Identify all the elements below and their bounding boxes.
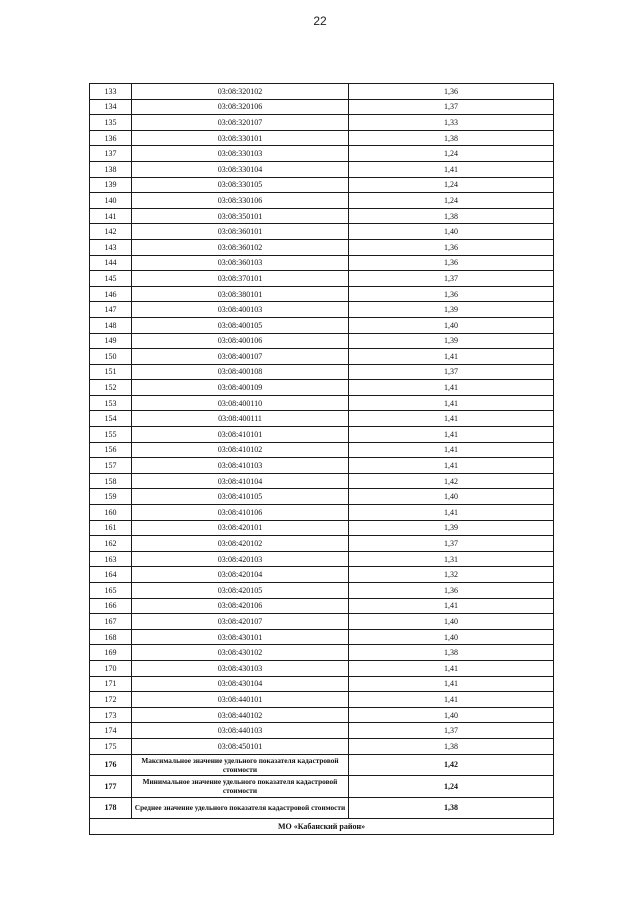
row-number: 151 <box>90 364 132 380</box>
row-number: 171 <box>90 676 132 692</box>
table-row <box>90 302 554 318</box>
row-number: 137 <box>90 146 132 162</box>
cadastral-quarter-code: 03:08:450101 <box>132 738 349 754</box>
specific-value: 1,41 <box>349 676 554 692</box>
table-row <box>90 99 554 115</box>
specific-value: 1,39 <box>349 520 554 536</box>
region-label: МО «Кабанский район» <box>90 819 554 835</box>
summary-label: Среднее значение удельного показателя кадастровой стоимости <box>132 797 349 819</box>
cadastral-quarter-code: 03:08:440101 <box>132 692 349 708</box>
cadastral-quarter-code: 03:08:400108 <box>132 364 349 380</box>
row-number: 156 <box>90 442 132 458</box>
cadastral-quarter-code: 03:08:440103 <box>132 723 349 739</box>
row-number: 149 <box>90 333 132 349</box>
table-row <box>90 489 554 505</box>
table-row <box>90 349 554 365</box>
table-row <box>90 427 554 443</box>
cadastral-quarter-code: 03:08:330106 <box>132 193 349 209</box>
row-number: 166 <box>90 598 132 614</box>
cadastral-quarter-code: 03:08:320102 <box>132 84 349 100</box>
specific-value: 1,36 <box>349 583 554 599</box>
cadastral-quarter-code: 03:08:420107 <box>132 614 349 630</box>
row-number: 140 <box>90 193 132 209</box>
cadastral-quarter-code: 03:08:320106 <box>132 99 349 115</box>
table-row <box>90 208 554 224</box>
cadastral-quarter-code: 03:08:410102 <box>132 442 349 458</box>
row-number: 133 <box>90 84 132 100</box>
cadastral-quarter-code: 03:08:320107 <box>132 115 349 131</box>
specific-value: 1,37 <box>349 271 554 287</box>
table-row <box>90 224 554 240</box>
specific-value: 1,41 <box>349 411 554 427</box>
row-number: 148 <box>90 317 132 333</box>
table-row <box>90 333 554 349</box>
cadastral-quarter-code: 03:08:440102 <box>132 707 349 723</box>
cadastral-quarter-code: 03:08:410103 <box>132 458 349 474</box>
table-row <box>90 598 554 614</box>
cadastral-quarter-code: 03:08:360103 <box>132 255 349 271</box>
cadastral-quarter-code: 03:08:400111 <box>132 411 349 427</box>
specific-value: 1,39 <box>349 302 554 318</box>
cadastral-quarter-code: 03:08:430101 <box>132 629 349 645</box>
specific-value: 1,42 <box>349 473 554 489</box>
cadastral-value-table <box>89 83 554 835</box>
row-number: 174 <box>90 723 132 739</box>
cadastral-quarter-code: 03:08:400105 <box>132 317 349 333</box>
cadastral-quarter-code: 03:08:410105 <box>132 489 349 505</box>
row-number: 160 <box>90 505 132 521</box>
row-number: 162 <box>90 536 132 552</box>
specific-value: 1,40 <box>349 489 554 505</box>
row-number: 169 <box>90 645 132 661</box>
row-number: 142 <box>90 224 132 240</box>
summary-value: 1,42 <box>349 754 554 776</box>
table-row <box>90 177 554 193</box>
specific-value: 1,40 <box>349 614 554 630</box>
table-row <box>90 629 554 645</box>
table-row <box>90 271 554 287</box>
specific-value: 1,37 <box>349 364 554 380</box>
row-number: 141 <box>90 208 132 224</box>
specific-value: 1,36 <box>349 286 554 302</box>
row-number: 178 <box>90 797 132 819</box>
specific-value: 1,36 <box>349 255 554 271</box>
row-number: 154 <box>90 411 132 427</box>
row-number: 152 <box>90 380 132 396</box>
row-number: 176 <box>90 754 132 776</box>
table-row <box>90 411 554 427</box>
cadastral-quarter-code: 03:08:430103 <box>132 660 349 676</box>
row-number: 143 <box>90 239 132 255</box>
row-number: 173 <box>90 707 132 723</box>
table-row <box>90 286 554 302</box>
row-number: 157 <box>90 458 132 474</box>
summary-row <box>90 754 554 776</box>
specific-value: 1,33 <box>349 115 554 131</box>
specific-value: 1,40 <box>349 224 554 240</box>
row-number: 135 <box>90 115 132 131</box>
row-number: 144 <box>90 255 132 271</box>
cadastral-quarter-code: 03:08:420102 <box>132 536 349 552</box>
table-row <box>90 84 554 100</box>
row-number: 172 <box>90 692 132 708</box>
table-row <box>90 255 554 271</box>
summary-value: 1,24 <box>349 776 554 798</box>
specific-value: 1,40 <box>349 707 554 723</box>
cadastral-quarter-code: 03:08:420104 <box>132 567 349 583</box>
specific-value: 1,41 <box>349 380 554 396</box>
cadastral-quarter-code: 03:08:350101 <box>132 208 349 224</box>
row-number: 163 <box>90 551 132 567</box>
table-row <box>90 707 554 723</box>
table-row <box>90 473 554 489</box>
cadastral-quarter-code: 03:08:430102 <box>132 645 349 661</box>
table-row <box>90 146 554 162</box>
summary-row <box>90 776 554 798</box>
specific-value: 1,37 <box>349 99 554 115</box>
row-number: 177 <box>90 776 132 798</box>
region-header-row <box>90 819 554 835</box>
cadastral-quarter-code: 03:08:410101 <box>132 427 349 443</box>
cadastral-quarter-code: 03:08:420103 <box>132 551 349 567</box>
cadastral-quarter-code: 03:08:410104 <box>132 473 349 489</box>
cadastral-quarter-code: 03:08:360101 <box>132 224 349 240</box>
cadastral-quarter-code: 03:08:430104 <box>132 676 349 692</box>
cadastral-quarter-code: 03:08:330101 <box>132 130 349 146</box>
specific-value: 1,32 <box>349 567 554 583</box>
specific-value: 1,40 <box>349 629 554 645</box>
cadastral-quarter-code: 03:08:360102 <box>132 239 349 255</box>
cadastral-quarter-code: 03:08:400106 <box>132 333 349 349</box>
cadastral-quarter-code: 03:08:400109 <box>132 380 349 396</box>
specific-value: 1,38 <box>349 645 554 661</box>
cadastral-quarter-code: 03:08:330103 <box>132 146 349 162</box>
row-number: 164 <box>90 567 132 583</box>
specific-value: 1,38 <box>349 130 554 146</box>
cadastral-quarter-code: 03:08:420106 <box>132 598 349 614</box>
specific-value: 1,41 <box>349 161 554 177</box>
table-row <box>90 364 554 380</box>
table-row <box>90 723 554 739</box>
table-row <box>90 115 554 131</box>
table-row <box>90 520 554 536</box>
specific-value: 1,41 <box>349 349 554 365</box>
specific-value: 1,41 <box>349 505 554 521</box>
summary-value: 1,38 <box>349 797 554 819</box>
row-number: 170 <box>90 660 132 676</box>
table-row <box>90 161 554 177</box>
row-number: 145 <box>90 271 132 287</box>
specific-value: 1,24 <box>349 193 554 209</box>
row-number: 167 <box>90 614 132 630</box>
row-number: 155 <box>90 427 132 443</box>
specific-value: 1,36 <box>349 239 554 255</box>
specific-value: 1,40 <box>349 317 554 333</box>
row-number: 153 <box>90 395 132 411</box>
specific-value: 1,36 <box>349 84 554 100</box>
specific-value: 1,38 <box>349 738 554 754</box>
specific-value: 1,41 <box>349 660 554 676</box>
table-row <box>90 505 554 521</box>
specific-value: 1,38 <box>349 208 554 224</box>
row-number: 159 <box>90 489 132 505</box>
cadastral-quarter-code: 03:08:410106 <box>132 505 349 521</box>
row-number: 146 <box>90 286 132 302</box>
row-number: 138 <box>90 161 132 177</box>
table-row <box>90 130 554 146</box>
table-row <box>90 645 554 661</box>
specific-value: 1,24 <box>349 146 554 162</box>
row-number: 165 <box>90 583 132 599</box>
specific-value: 1,41 <box>349 458 554 474</box>
table-row <box>90 551 554 567</box>
row-number: 168 <box>90 629 132 645</box>
page-number: 22 <box>313 14 327 28</box>
specific-value: 1,41 <box>349 442 554 458</box>
row-number: 175 <box>90 738 132 754</box>
row-number: 136 <box>90 130 132 146</box>
row-number: 139 <box>90 177 132 193</box>
specific-value: 1,37 <box>349 723 554 739</box>
row-number: 134 <box>90 99 132 115</box>
table-row <box>90 239 554 255</box>
specific-value: 1,31 <box>349 551 554 567</box>
table-row <box>90 458 554 474</box>
table-body <box>90 84 554 835</box>
table-row <box>90 676 554 692</box>
cadastral-quarter-code: 03:08:420105 <box>132 583 349 599</box>
table-row <box>90 692 554 708</box>
table-row <box>90 395 554 411</box>
table-row <box>90 193 554 209</box>
table-row <box>90 567 554 583</box>
table-row <box>90 317 554 333</box>
cadastral-quarter-code: 03:08:400110 <box>132 395 349 411</box>
cadastral-quarter-code: 03:08:370101 <box>132 271 349 287</box>
specific-value: 1,39 <box>349 333 554 349</box>
specific-value: 1,41 <box>349 692 554 708</box>
cadastral-quarter-code: 03:08:380101 <box>132 286 349 302</box>
cadastral-quarter-code: 03:08:330104 <box>132 161 349 177</box>
table-row <box>90 738 554 754</box>
row-number: 161 <box>90 520 132 536</box>
specific-value: 1,24 <box>349 177 554 193</box>
table-row <box>90 583 554 599</box>
row-number: 147 <box>90 302 132 318</box>
table-row <box>90 536 554 552</box>
specific-value: 1,41 <box>349 395 554 411</box>
cadastral-quarter-code: 03:08:420101 <box>132 520 349 536</box>
row-number: 150 <box>90 349 132 365</box>
summary-label: Максимальное значение удельного показателя кадастровой стоимости <box>132 754 349 776</box>
row-number: 158 <box>90 473 132 489</box>
table-row <box>90 614 554 630</box>
cadastral-quarter-code: 03:08:330105 <box>132 177 349 193</box>
table-row <box>90 660 554 676</box>
specific-value: 1,41 <box>349 598 554 614</box>
table-row <box>90 380 554 396</box>
table-row <box>90 442 554 458</box>
specific-value: 1,37 <box>349 536 554 552</box>
specific-value: 1,41 <box>349 427 554 443</box>
cadastral-quarter-code: 03:08:400103 <box>132 302 349 318</box>
summary-row <box>90 797 554 819</box>
cadastral-quarter-code: 03:08:400107 <box>132 349 349 365</box>
summary-label: Минимальное значение удельного показателя кадастровой стоимости <box>132 776 349 798</box>
